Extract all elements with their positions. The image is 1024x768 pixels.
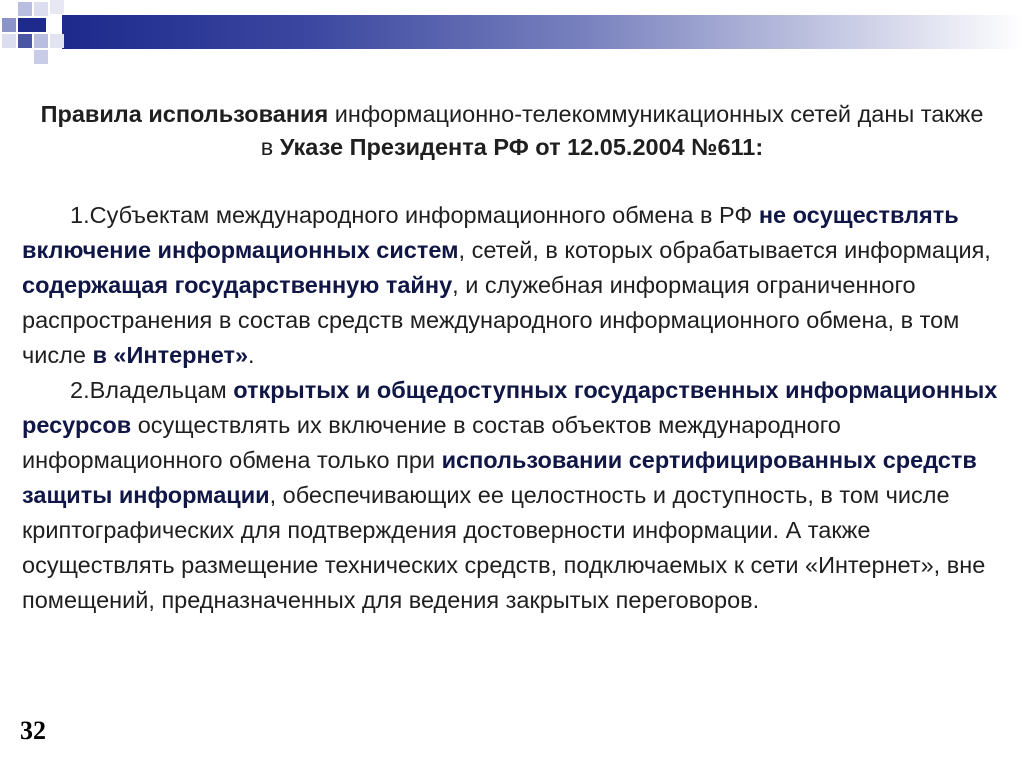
decor-square bbox=[48, 17, 62, 31]
para2-text: осуществлять их включение в состав объектов международного информационного обмена только при bbox=[22, 412, 841, 473]
para1-text: . bbox=[248, 342, 255, 368]
paragraph-1 bbox=[22, 198, 1002, 373]
para1-text: , и служебная информация ограниченного распространения в состав средств международного информационного обмена, в том числе bbox=[22, 272, 960, 368]
title-decree-reference: Указе Президента РФ от 12.05.2004 №611: bbox=[279, 134, 764, 160]
para1-text: , сетей, в которых обрабатывается информация, bbox=[458, 237, 991, 263]
para2-emphasis: использовании сертифицированных средств защиты информации bbox=[22, 447, 977, 508]
slide-body bbox=[22, 198, 1002, 618]
para2-emphasis: открытых и общедоступных государственных информационных ресурсов bbox=[22, 377, 998, 438]
decor-square bbox=[18, 34, 32, 48]
decor-square bbox=[34, 2, 48, 16]
para2-text: 2.Владельцам bbox=[70, 377, 234, 403]
decor-square bbox=[18, 18, 46, 32]
decor-square bbox=[34, 34, 48, 48]
para1-emphasis: не осуществлять включение информационных систем bbox=[22, 202, 959, 263]
para1-emphasis: в «Интернет» bbox=[92, 342, 249, 368]
decor-square bbox=[50, 0, 64, 14]
decor-square bbox=[18, 2, 32, 16]
para2-text: , обеспечивающих ее целостность и доступность, в том числе криптографических для подтверждения достоверности информации. А также осуществлять размещение технических средств, подключаемых к сети «Интернет», вне помещений, предназначенных для ведения закрытых переговоров. bbox=[22, 482, 986, 613]
paragraph-2 bbox=[22, 373, 1002, 618]
decor-square bbox=[50, 34, 64, 48]
title-plain-part: информационно-телекоммуникационных сетей даны также в bbox=[260, 101, 984, 160]
para1-emphasis: содержащая государственную тайну bbox=[22, 272, 453, 298]
decor-square bbox=[2, 34, 16, 48]
title-bold-part: Правила использования bbox=[40, 101, 329, 127]
para1-text: 1.Субъектам международного информационного обмена в РФ bbox=[70, 202, 759, 228]
header-gradient-bar bbox=[62, 15, 1024, 49]
page-number: 32 bbox=[20, 716, 46, 745]
decor-square bbox=[34, 50, 48, 64]
slide-title bbox=[40, 98, 984, 164]
decor-square bbox=[2, 18, 16, 32]
